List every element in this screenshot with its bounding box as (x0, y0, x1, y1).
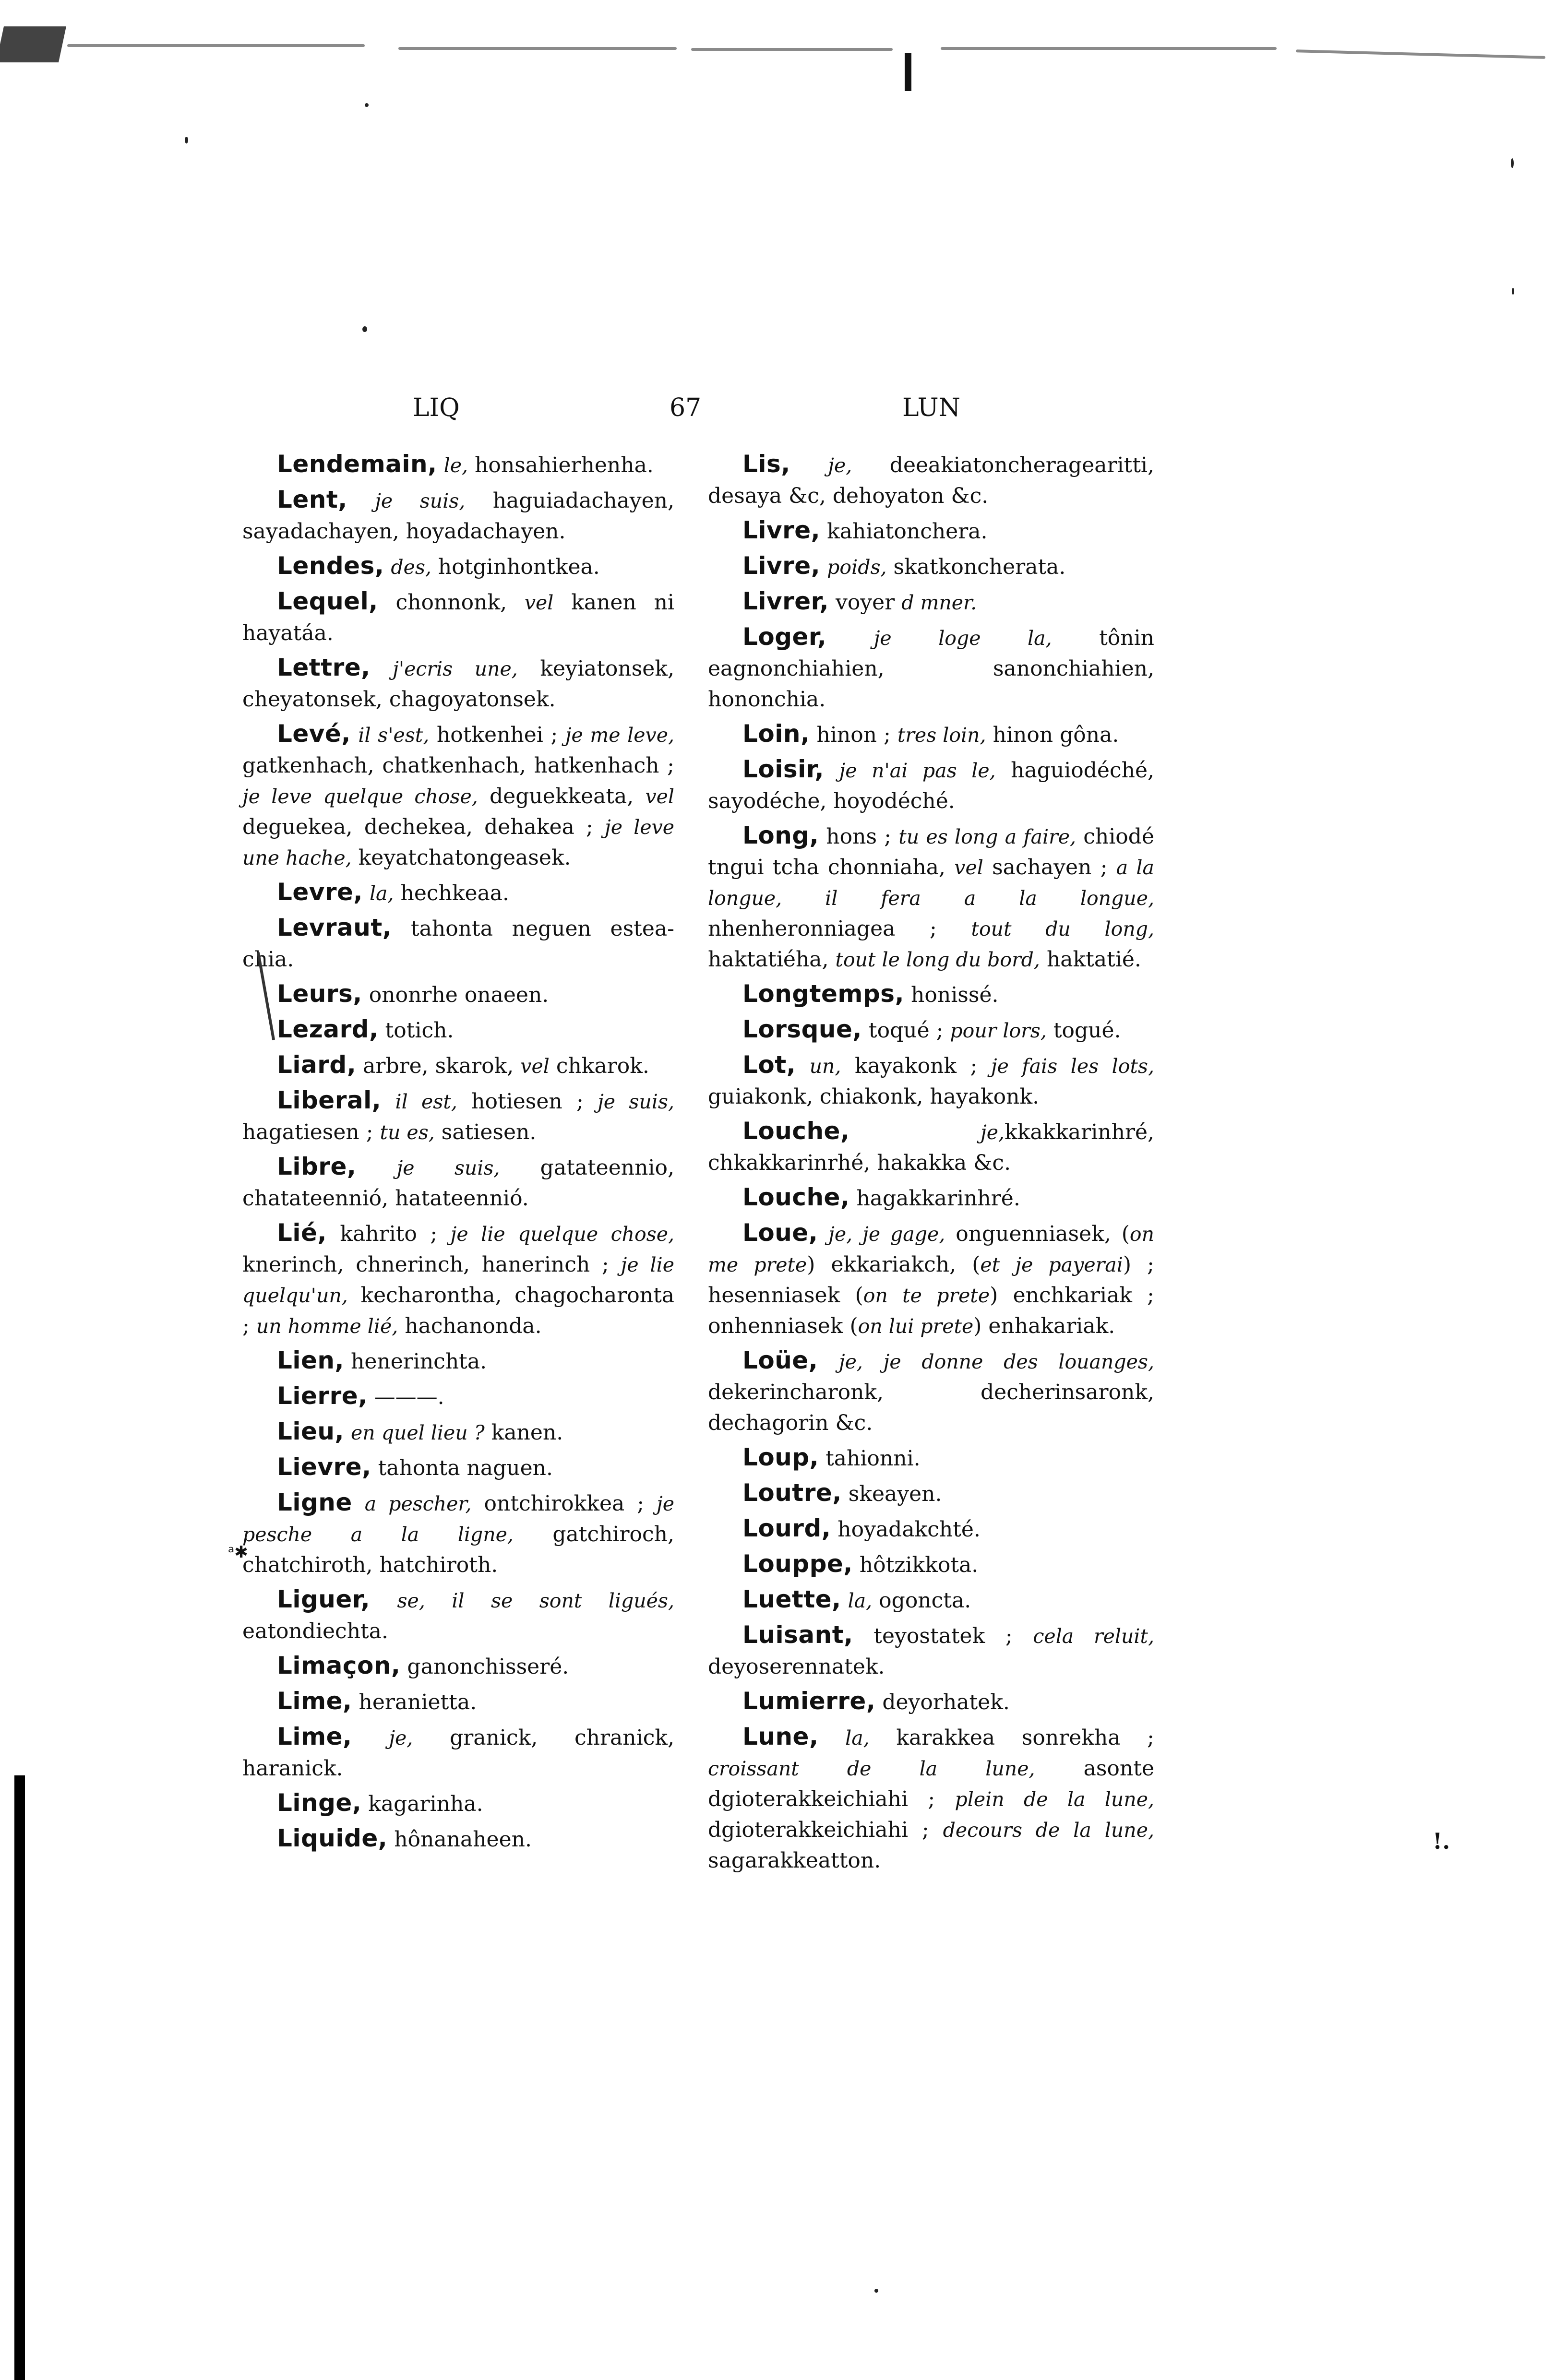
entry-translation: kagarinha. (361, 1792, 483, 1816)
entry-gloss: je lie quelqu'un, (242, 1253, 674, 1307)
entry-headword: Lune, (742, 1723, 819, 1750)
entry-translation: hônanaheen. (387, 1827, 532, 1852)
entry-gloss: tout le long du bord, (835, 948, 1040, 971)
entry-translation: kayakonk ; (841, 1054, 991, 1078)
dictionary-entry (708, 1619, 1154, 1682)
entry-gloss: tu es, (380, 1121, 435, 1144)
entry-translation: karakkea sonrekha ; (869, 1726, 1154, 1750)
entry-gloss: vel (520, 1055, 550, 1078)
entry-headword: Liberal, (277, 1086, 382, 1114)
entry-headword: Lis, (742, 450, 790, 478)
dictionary-entry (242, 1416, 674, 1448)
page-number: 67 (670, 393, 702, 422)
entry-translation: kanen. (484, 1420, 563, 1445)
entry-headword: Lent, (277, 486, 347, 513)
entry-gloss: je loge la, (873, 627, 1052, 650)
entry-gloss: cela reluit, (1033, 1625, 1154, 1648)
entry-translation: ) enchkariak ; onhenniasek ( (708, 1283, 1154, 1338)
entry-translation: tahonta naguen. (371, 1456, 553, 1480)
entry-gloss: je n'ai pas le, (839, 759, 996, 782)
dictionary-entry (242, 1014, 674, 1046)
entry-translation: ononrhe onaeen. (362, 983, 549, 1007)
entry-headword: Limaçon, (277, 1652, 401, 1679)
entry-gloss: je, (828, 454, 852, 477)
entry-translation: totich. (378, 1018, 454, 1043)
dictionary-entry (708, 515, 1154, 547)
entry-headword: Loutre, (742, 1479, 842, 1507)
running-header-left: LIQ (413, 393, 460, 422)
entry-headword: Liard, (277, 1051, 357, 1079)
entry-translation: deyoserennatek. (708, 1654, 885, 1679)
entry-gloss: vel (645, 785, 674, 808)
entry-headword: Lequel, (277, 587, 378, 615)
scan-noise-line (1296, 49, 1545, 59)
entry-translation: tahonta neguen estea-chia. (242, 916, 674, 972)
dictionary-entry (708, 449, 1154, 512)
entry-gloss: tres loin, (897, 724, 986, 747)
entry-headword: Livrer, (742, 587, 829, 615)
entry-gloss: je lie quelque chose, (450, 1223, 674, 1246)
right-column (708, 449, 1154, 1880)
entry-gloss: tout du long, (971, 917, 1154, 940)
entry-headword: Lorsque, (742, 1015, 862, 1043)
entry-gloss: on lui prete (858, 1315, 974, 1338)
entry-gloss: a pescher, (364, 1492, 472, 1515)
entry-gloss: je suis, (598, 1090, 674, 1113)
dictionary-entry (708, 1442, 1154, 1474)
entry-gloss: je pesche a la ligne, (242, 1492, 674, 1546)
entry-gloss: il est, (395, 1090, 457, 1113)
entry-translation: sachayen ; (983, 855, 1116, 880)
entry-translation: deyorhatek. (875, 1690, 1010, 1714)
entry-translation: honissé. (904, 983, 999, 1007)
entry-headword: Lendemain, (277, 450, 437, 478)
dictionary-entry (708, 550, 1154, 583)
scan-speck (1512, 288, 1514, 295)
entry-translation: haguiodéché, sayodéche, hoyodéché. (708, 758, 1154, 813)
entry-translation: onguenniasek, ( (945, 1222, 1130, 1246)
entry-translation: teyostatek ; (853, 1624, 1033, 1648)
dictionary-entry (242, 978, 674, 1011)
entry-gloss: je, (389, 1726, 413, 1749)
entry-headword: Loüe, (742, 1346, 818, 1374)
entry-gloss: en quel lieu ? (351, 1421, 485, 1444)
entry-translation: hagatiesen ; (242, 1120, 380, 1144)
entry-gloss: je leve quelque chose, (242, 785, 478, 808)
scan-noise-line (691, 48, 893, 51)
dictionary-entry (708, 1217, 1154, 1342)
entry-gloss: je me leve, (565, 724, 674, 747)
entry-translation: ———. (367, 1385, 444, 1409)
entry-headword: Lendes, (277, 552, 384, 580)
entry-translation: haktatiéha, (708, 947, 836, 972)
entry-gloss: d mner. (901, 591, 977, 614)
entry-translation: satiesen. (434, 1120, 537, 1144)
entry-gloss: je, (981, 1121, 1005, 1144)
dictionary-entry (708, 1548, 1154, 1581)
entry-gloss: la, (369, 882, 394, 905)
dictionary-entry (242, 1380, 674, 1413)
dictionary-entry (708, 1584, 1154, 1616)
scan-top-edge (0, 0, 1555, 91)
entry-translation: dekerincharonk, decherinsaronk, dechagorin &c. (708, 1380, 1154, 1435)
dictionary-entry (242, 550, 674, 583)
entry-translation: hotkenhei ; (429, 723, 565, 747)
entry-gloss: je, je donne des louanges, (838, 1350, 1154, 1373)
entry-gloss: on me prete (708, 1223, 1154, 1276)
entry-translation: asonte dgioterakkeichiahi ; (708, 1756, 1154, 1811)
dictionary-entry (708, 1345, 1154, 1439)
dictionary-entry (242, 877, 674, 909)
scan-speck (365, 103, 369, 107)
dictionary-entry (242, 449, 674, 481)
left-column (242, 449, 674, 1858)
entry-translation: togué. (1046, 1018, 1121, 1043)
dictionary-entry (708, 1182, 1154, 1214)
entry-gloss: decours de la lune, (943, 1819, 1154, 1842)
entry-gloss: plein de la lune, (955, 1788, 1155, 1811)
scan-noise-line (941, 47, 1277, 50)
entry-translation: tahionni. (819, 1446, 921, 1471)
dictionary-entry (242, 1721, 674, 1784)
entry-translation: ) enhakariak. (973, 1314, 1115, 1338)
entry-gloss: et je payerai (980, 1253, 1123, 1276)
entry-headword: Livre, (742, 552, 821, 580)
scan-binding-bar (14, 1775, 25, 2380)
entry-headword: Loisir, (742, 755, 825, 783)
entry-gloss: pour lors, (950, 1019, 1047, 1042)
entry-headword: Lien, (277, 1346, 344, 1374)
entry-gloss: vel (524, 591, 554, 614)
entry-translation: eatondiechta. (242, 1619, 388, 1643)
entry-translation: hagakkarinhré. (849, 1186, 1020, 1211)
entry-gloss: a la longue, il fera a la longue, (708, 856, 1154, 910)
entry-headword: Louche, (742, 1183, 850, 1211)
entry-headword: Longtemps, (742, 980, 905, 1008)
entry-gloss: un, (809, 1055, 841, 1078)
dictionary-entry (242, 1650, 674, 1682)
dictionary-entry (708, 1049, 1154, 1112)
entry-gloss: on te prete (863, 1284, 990, 1307)
entry-headword: Loup, (742, 1443, 819, 1471)
entry-translation: ) ; hesenniasek ( (708, 1252, 1154, 1308)
entry-translation: ) ekkariakch, ( (807, 1252, 981, 1277)
entry-headword: Lime, (277, 1687, 352, 1715)
entry-translation: hôtzikkota. (852, 1553, 979, 1577)
entry-translation: keyiatonsek, cheyatonsek, chagoyatonsek. (242, 656, 674, 712)
entry-translation: chonnonk, (378, 590, 525, 615)
entry-gloss: se, il se sont ligués, (397, 1589, 674, 1612)
dictionary-entry (242, 1049, 674, 1082)
entry-translation: hachanonda. (398, 1314, 542, 1338)
entry-headword: Ligne (277, 1488, 352, 1516)
entry-translation: ontchirokkea ; (471, 1491, 657, 1516)
entry-translation: henerinchta. (344, 1349, 487, 1374)
entry-translation: gatateennio, chatateennió, hatateennió. (242, 1155, 674, 1211)
entry-translation: kecharontha, chagocharonta ; (242, 1283, 674, 1338)
scan-speck (1511, 158, 1514, 168)
entry-translation: gatchiroch, chatchiroth, hatchiroth. (242, 1522, 674, 1577)
entry-gloss: la, (848, 1589, 873, 1612)
entry-translation: hotginhontkea. (431, 555, 600, 579)
entry-translation: honsahierhenha. (468, 453, 654, 477)
scan-blot (0, 26, 66, 62)
entry-translation: chkarok. (549, 1054, 649, 1078)
entry-headword: Loue, (742, 1219, 818, 1247)
entry-translation: hoyadakchté. (831, 1517, 981, 1542)
scan-noise-line (398, 47, 677, 50)
entry-headword: Linge, (277, 1789, 362, 1817)
entry-translation: deguekea, dechekea, dehakea ; (242, 815, 605, 839)
entry-translation: granick, chranick, haranick. (242, 1726, 674, 1781)
entry-gloss: croissant de la lune, (708, 1757, 1035, 1780)
entry-translation: guiakonk, chiakonk, hayakonk. (708, 1084, 1040, 1109)
entry-translation: hinon ; (810, 723, 897, 747)
entry-translation: haguiadachayen, sayadachayen, hoyadachayen. (242, 488, 674, 544)
dictionary-entry (708, 978, 1154, 1011)
entry-headword: Lievre, (277, 1453, 371, 1481)
dictionary-entry (708, 586, 1154, 618)
entry-translation: heranietta. (352, 1690, 477, 1714)
entry-translation: sagarakkeatton. (708, 1848, 881, 1873)
entry-gloss: tu es long a faire, (898, 825, 1077, 848)
entry-translation: chiodé tngui tcha chonniaha, (708, 824, 1154, 880)
entry-gloss: le, (443, 454, 468, 477)
dictionary-entry (242, 1345, 674, 1377)
entry-gloss: je, je gage, (828, 1223, 945, 1246)
dictionary-entry (708, 1116, 1154, 1178)
dictionary-entry (708, 1477, 1154, 1510)
entry-translation: skeayen. (841, 1482, 942, 1506)
entry-headword: Lierre, (277, 1382, 368, 1410)
dictionary-entry (708, 820, 1154, 975)
dictionary-entry (242, 1787, 674, 1820)
entry-headword: Lettre, (277, 654, 371, 681)
entry-headword: Levraut, (277, 914, 392, 941)
dictionary-entry (708, 754, 1154, 817)
entry-translation: kahrito ; (326, 1222, 451, 1246)
entry-headword: Lime, (277, 1723, 352, 1750)
dictionary-entry (708, 1513, 1154, 1545)
dictionary-entry (242, 1151, 674, 1214)
entry-headword: Levé, (277, 720, 351, 748)
scan-speck (362, 326, 367, 332)
dictionary-entry (242, 1584, 674, 1647)
dictionary-entry (708, 718, 1154, 750)
entry-translation: hechkeaa. (394, 881, 510, 905)
dictionary-entry (242, 912, 674, 975)
margin-mark-left: ᵃ✱ (228, 1543, 248, 1562)
entry-translation: ogoncta. (872, 1588, 971, 1613)
entry-headword: Lumierre, (742, 1687, 876, 1715)
dictionary-entry (242, 718, 674, 873)
entry-headword: Livre, (742, 516, 821, 544)
dictionary-entry (242, 1823, 674, 1855)
entry-translation: ganonchisseré. (400, 1654, 569, 1679)
entry-gloss: vel (954, 856, 983, 879)
dictionary-entry (242, 586, 674, 649)
dictionary-entry (708, 1014, 1154, 1046)
entry-headword: Leurs, (277, 980, 362, 1008)
entry-gloss: je suis, (396, 1156, 500, 1179)
running-header (0, 393, 1555, 432)
entry-gloss: je suis, (375, 489, 466, 512)
entry-gloss: je leve une hache, (242, 816, 675, 869)
entry-translation: kkakkarinhré, chkakkarinrhé, hakakka &c. (708, 1120, 1154, 1175)
entry-headword: Loger, (742, 623, 827, 651)
entry-translation: skatkoncherata. (886, 555, 1066, 579)
entry-translation: dgioterakkeichiahi ; (708, 1818, 943, 1842)
dictionary-entry (242, 1085, 674, 1148)
dictionary-entry (708, 1686, 1154, 1718)
entry-translation: gatkenhach, chatkenhach, hatkenhach ; (242, 753, 674, 778)
entry-gloss: la, (845, 1726, 870, 1749)
entry-headword: Liguer, (277, 1585, 371, 1613)
entry-translation: nhenheronniagea ; (708, 916, 971, 941)
dictionary-entry (708, 1721, 1154, 1876)
dictionary-entry (708, 621, 1154, 715)
entry-gloss: poids, (827, 556, 887, 579)
entry-translation: haktatié. (1040, 947, 1141, 972)
entry-translation: hinon gôna. (986, 723, 1119, 747)
entry-translation: deeakiatoncheragearitti, desaya &c, dehoyaton &c. (708, 453, 1154, 508)
entry-translation: deguekkeata, (478, 784, 646, 809)
entry-translation: toqué ; (861, 1018, 950, 1043)
entry-headword: Lié, (277, 1219, 327, 1247)
scan-speck (874, 2289, 878, 2293)
entry-headword: Libre, (277, 1153, 357, 1180)
entry-headword: Lourd, (742, 1514, 831, 1542)
entry-gloss: des, (391, 556, 431, 579)
entry-headword: Levre, (277, 878, 363, 906)
entry-headword: Lieu, (277, 1417, 344, 1445)
running-header-right: LUN (902, 393, 961, 422)
entry-translation: kahiatonchera. (820, 519, 988, 544)
entry-headword: Long, (742, 821, 819, 849)
entry-translation: hons ; (819, 824, 899, 849)
margin-mark-right: !. (1433, 1828, 1450, 1854)
dictionary-entry (242, 1452, 674, 1484)
entry-headword: Liquide, (277, 1824, 388, 1852)
entry-translation: arbre, skarok, (356, 1054, 521, 1078)
scan-speck (185, 137, 188, 143)
entry-translation: kanen ni hayatáa. (242, 590, 674, 645)
dictionary-entry (242, 1686, 674, 1718)
scan-noise-line (67, 44, 365, 47)
entry-translation: knerinch, chnerinch, hanerinch ; (242, 1252, 621, 1277)
entry-headword: Loin, (742, 720, 810, 748)
entry-headword: Louche, (742, 1117, 850, 1145)
entry-gloss: il s'est, (358, 724, 430, 747)
entry-headword: Lot, (742, 1051, 796, 1079)
dictionary-entry (242, 1217, 674, 1342)
scan-notch (905, 53, 911, 91)
entry-translation: hotiesen ; (457, 1089, 598, 1114)
entry-gloss: je fais les lots, (991, 1055, 1154, 1078)
entry-gloss: un homme lié, (256, 1315, 398, 1338)
entry-headword: Louppe, (742, 1550, 853, 1578)
entry-translation: voyer (828, 590, 902, 615)
entry-translation: tônin eagnonchiahien, sanonchiahien, hononchia. (708, 626, 1154, 712)
entry-gloss: j'ecris une, (393, 657, 518, 680)
entry-headword: Lezard, (277, 1015, 379, 1043)
dictionary-entry (242, 1487, 674, 1581)
entry-headword: Luette, (742, 1585, 841, 1613)
dictionary-entry (242, 484, 674, 547)
entry-headword: Luisant, (742, 1621, 853, 1649)
entry-translation: keyatchatongeasek. (351, 845, 571, 870)
dictionary-entry (242, 652, 674, 715)
